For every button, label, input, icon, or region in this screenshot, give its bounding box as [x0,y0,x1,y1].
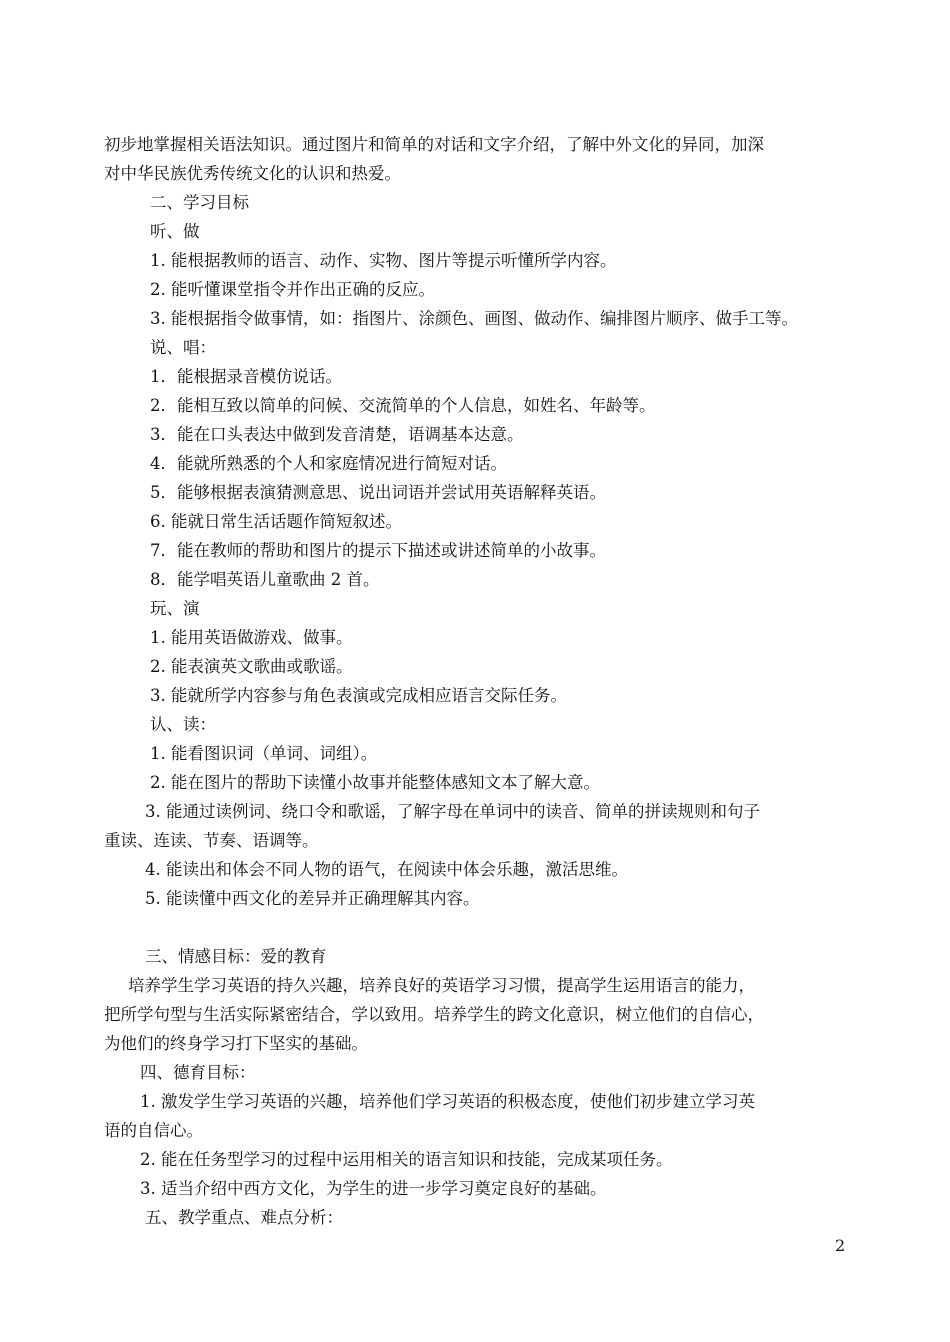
page-number: 2 [835,1236,846,1255]
list-item: 5. 能读懂中西文化的差异并正确理解其内容。 [145,889,480,908]
list-item: 2. 能听懂课堂指令并作出正确的反应。 [150,280,435,299]
list-item: 2. 能在图片的帮助下读懂小故事并能整体感知文本了解大意。 [150,773,600,792]
list-item: 4．能就所熟悉的个人和家庭情况进行简短对话。 [150,454,507,473]
list-item: 2. 能在任务型学习的过程中运用相关的语言知识和技能，完成某项任务。 [140,1150,673,1169]
text-line: 重读、连读、节奏、语调等。 [104,831,319,850]
section-heading: 五、教学重点、难点分析： [145,1208,343,1227]
list-item: 1．能根据录音模仿说话。 [150,367,342,386]
paragraph-line: 把所学句型与生活实际紧密结合，学以致用。培养学生的跨文化意识，树立他们的自信心， [104,1005,764,1024]
subsection-heading: 玩、演 [150,599,200,618]
subsection-heading: 听、做 [150,222,200,241]
text-line: 对中华民族优秀传统文化的认识和热爱。 [104,164,401,183]
text-line: 初步地掌握相关语法知识。通过图片和简单的对话和文字介绍，了解中外文化的异同，加深 [104,135,764,154]
subsection-heading: 认、读： [150,715,216,734]
section-heading: 四、德育目标： [140,1063,256,1082]
text-line: 语的自信心。 [104,1121,203,1140]
list-item: 2. 能表演英文歌曲或歌谣。 [150,657,353,676]
list-item: 7．能在教师的帮助和图片的提示下描述或讲述简单的小故事。 [150,541,606,560]
list-item: 3．能在口头表达中做到发音清楚，语调基本达意。 [150,425,524,444]
paragraph-line: 培养学生学习英语的持久兴趣，培养良好的英语学习习惯，提高学生运用语言的能力， [128,976,755,995]
list-item: 3. 能根据指令做事情，如：指图片、涂颜色、画图、做动作、编排图片顺序、做手工等。 [150,309,798,328]
list-item: 4. 能读出和体会不同人物的语气，在阅读中体会乐趣，激活思维。 [145,860,628,879]
list-item: 6. 能就日常生活话题作简短叙述。 [150,512,402,531]
list-item: 3. 能就所学内容参与角色表演或完成相应语言交际任务。 [150,686,567,705]
list-item: 1. 能根据教师的语言、动作、实物、图片等提示听懂所学内容。 [150,251,617,270]
list-item: 1. 能看图识词（单词、词组）。 [150,744,378,763]
list-item: 5．能够根据表演猜测意思、说出词语并尝试用英语解释英语。 [150,483,606,502]
list-item: 3. 适当介绍中西方文化，为学生的进一步学习奠定良好的基础。 [140,1179,607,1198]
list-item: 2．能相互致以简单的问候、交流简单的个人信息，如姓名、年龄等。 [150,396,656,415]
list-item: 3. 能通过读例词、绕口令和歌谣，了解字母在单词中的读音、简单的拼读规则和句子 [145,802,760,821]
list-item: 8．能学唱英语儿童歌曲 2 首。 [150,570,380,589]
list-item: 1. 能用英语做游戏、做事。 [150,628,353,647]
section-heading: 二、学习目标 [150,193,249,212]
subsection-heading: 说、唱： [150,338,216,357]
section-heading: 三、情感目标：爱的教育 [145,947,327,966]
list-item: 1. 激发学生学习英语的兴趣，培养他们学习英语的积极态度，使他们初步建立学习英 [140,1092,755,1111]
paragraph-line: 为他们的终身学习打下坚实的基础。 [104,1034,368,1053]
